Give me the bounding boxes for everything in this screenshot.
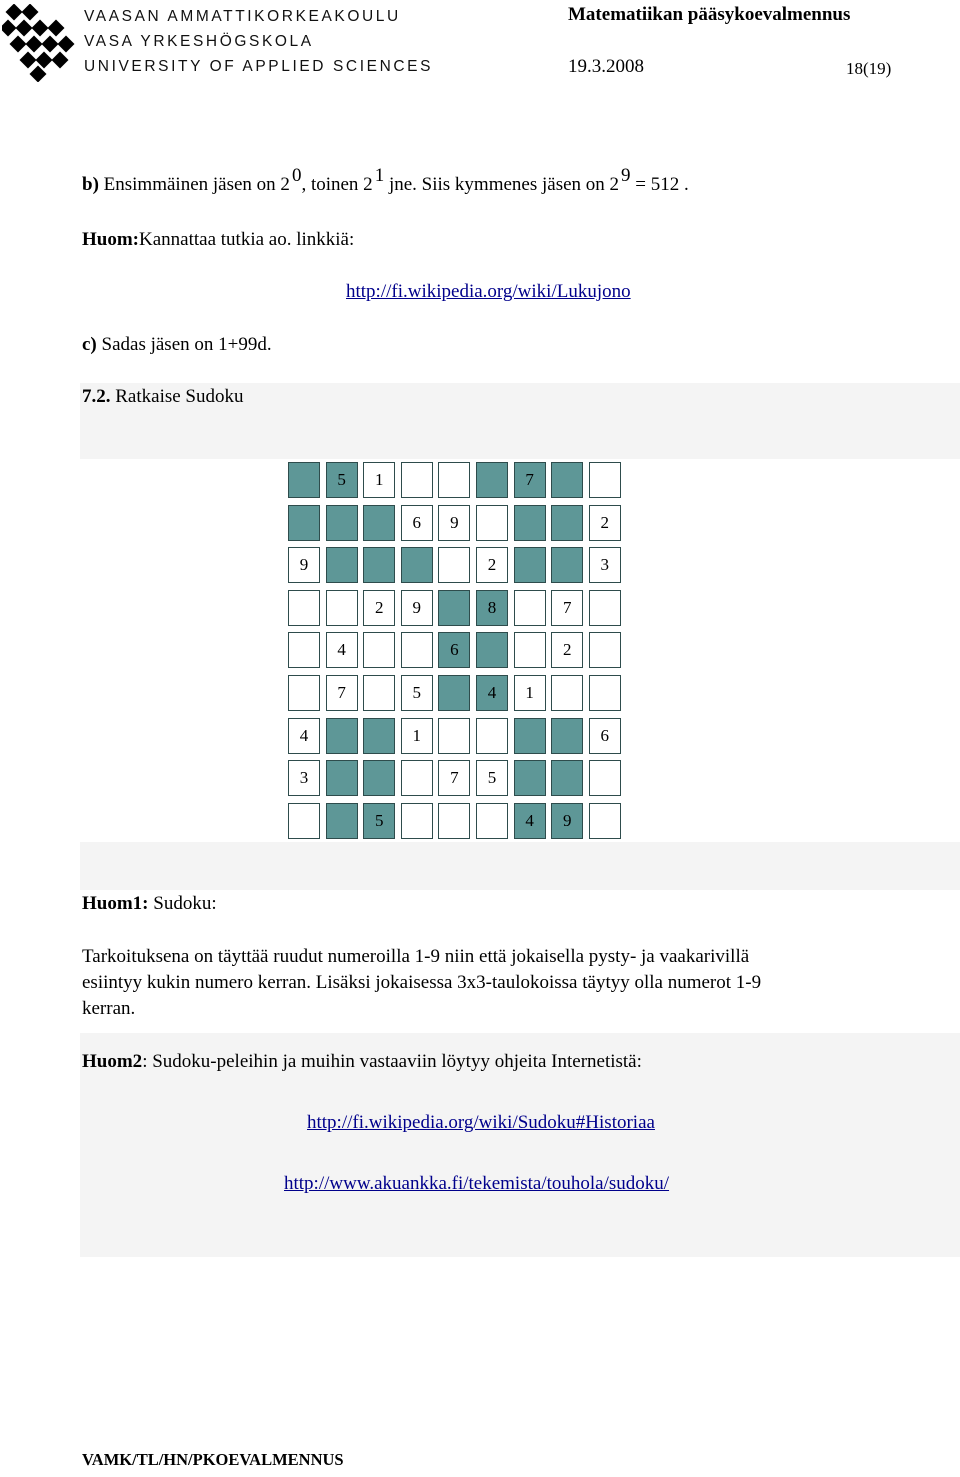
akuankka-link-wrap <box>284 1173 669 1195</box>
sudoku-cell <box>551 718 583 754</box>
sudoku-cell: 9 <box>551 803 583 839</box>
sudoku-cell: 3 <box>288 760 320 796</box>
huom2-line <box>82 1051 642 1073</box>
sudoku-cell <box>514 505 546 541</box>
sudoku-cell <box>401 632 433 668</box>
sudoku-cell <box>438 590 470 626</box>
sudoku-cell <box>551 675 583 711</box>
sudoku-cell <box>589 590 621 626</box>
sudoku-cell <box>401 547 433 583</box>
description-line-2: esiintyy kukin numero kerran. Lisäksi jokaisessa 3x3-taulokoissa täytyy olla numerot 1-9 <box>82 972 762 993</box>
sudoku-cell <box>438 547 470 583</box>
sudoku-cell <box>288 505 320 541</box>
akuankka-sudoku-link[interactable]: http://www.akuankka.fi/tekemista/touhola/sudoku/ <box>284 1173 670 1194</box>
sudoku-cell <box>288 590 320 626</box>
university-name-fi: VAASAN AMMATTIKORKEAKOULU <box>84 8 401 25</box>
sudoku-cell <box>476 803 508 839</box>
sudoku-cell <box>438 462 470 498</box>
sudoku-cell: 1 <box>363 462 395 498</box>
sudoku-cell <box>288 803 320 839</box>
sudoku-cell <box>589 462 621 498</box>
huom1-text: Sudoku: <box>148 893 217 914</box>
sudoku-cell: 4 <box>476 675 508 711</box>
sudoku-cell <box>476 462 508 498</box>
sudoku-cell <box>401 462 433 498</box>
sudoku-cell <box>288 632 320 668</box>
sudoku-cell <box>551 547 583 583</box>
university-name-sv: VASA YRKESHÖGSKOLA <box>84 33 314 50</box>
description-line-3: kerran. <box>82 998 136 1019</box>
sudoku-cell: 2 <box>551 632 583 668</box>
sudoku-cell: 6 <box>589 718 621 754</box>
sudoku-cell: 6 <box>401 505 433 541</box>
sudoku-cell <box>551 760 583 796</box>
sudoku-cell <box>551 462 583 498</box>
task-title: Ratkaise Sudoku <box>110 386 244 407</box>
sudoku-description <box>82 944 942 1022</box>
sudoku-cell: 5 <box>401 675 433 711</box>
sudoku-cell <box>438 675 470 711</box>
page-number: 18(19) <box>846 59 892 78</box>
part-b-label: b) <box>82 174 99 195</box>
sudoku-cell <box>326 803 358 839</box>
sudoku-cell <box>288 675 320 711</box>
sudoku-cell <box>363 505 395 541</box>
sudoku-cell <box>514 718 546 754</box>
part-c-body: Sadas jäsen on 1+99d. <box>96 334 272 355</box>
sudoku-cell: 2 <box>363 590 395 626</box>
sudoku-cell: 4 <box>288 718 320 754</box>
sudoku-cell: 5 <box>476 760 508 796</box>
part-b-text-4: = 512 . <box>630 174 689 195</box>
sudoku-cell: 5 <box>326 462 358 498</box>
sudoku-cell: 6 <box>438 632 470 668</box>
part-b-text-1: Ensimmäinen jäsen on 2 <box>98 174 290 195</box>
sudoku-cell: 1 <box>514 675 546 711</box>
sudoku-cell: 4 <box>326 632 358 668</box>
sudoku-cell <box>589 675 621 711</box>
sudoku-cell <box>476 505 508 541</box>
huom1-label: Huom1: <box>82 893 149 914</box>
sudoku-cell: 8 <box>476 590 508 626</box>
sudoku-cell <box>326 718 358 754</box>
sudoku-cell <box>326 505 358 541</box>
university-name-en: UNIVERSITY OF APPLIED SCIENCES <box>84 58 434 75</box>
sudoku-cell <box>514 547 546 583</box>
exponent-9: 9 <box>621 165 631 186</box>
task-label: 7.2. <box>82 386 111 407</box>
sudoku-cell <box>514 760 546 796</box>
sudoku-cell <box>438 718 470 754</box>
huom2-text: : Sudoku-peleihin ja muihin vastaaviin löytyy ohjeita Internetistä: <box>142 1051 642 1072</box>
huom-line <box>82 229 354 251</box>
sudoku-cell <box>363 760 395 796</box>
footer-code: VAMK/TL/HN/PKOEVALMENNUS <box>82 1450 344 1469</box>
sudoku-cell: 7 <box>514 462 546 498</box>
part-b-text-3: jne. Siis kymmenes jäsen on 2 <box>384 174 620 195</box>
sudoku-cell: 7 <box>551 590 583 626</box>
lukujono-link[interactable]: http://fi.wikipedia.org/wiki/Lukujono <box>346 281 631 302</box>
sudoku-cell <box>326 590 358 626</box>
sudoku-wiki-link[interactable]: http://fi.wikipedia.org/wiki/Sudoku#Historiaa <box>307 1112 655 1133</box>
sudoku-cell: 1 <box>401 718 433 754</box>
sudoku-cell: 2 <box>589 505 621 541</box>
sudoku-cell <box>401 760 433 796</box>
sudoku-cell <box>476 632 508 668</box>
sudoku-cell <box>514 590 546 626</box>
huom1-band <box>80 842 960 890</box>
huom-text: Kannattaa tutkia ao. linkkiä: <box>139 229 355 250</box>
sudoku-cell: 3 <box>589 547 621 583</box>
sudoku-cell: 7 <box>438 760 470 796</box>
sudoku-cell <box>589 632 621 668</box>
sudoku-grid <box>288 462 624 840</box>
sudoku-cell <box>288 462 320 498</box>
sudoku-cell <box>363 718 395 754</box>
sudoku-cell: 9 <box>288 547 320 583</box>
sudoku-wiki-link-wrap <box>307 1112 655 1134</box>
sudoku-cell <box>326 760 358 796</box>
sudoku-cell <box>551 505 583 541</box>
sudoku-cell <box>363 547 395 583</box>
document-title: Matematiikan pääsykoevalmennus <box>568 4 851 25</box>
sudoku-cell <box>326 547 358 583</box>
huom-label: Huom: <box>82 229 139 250</box>
sudoku-cell: 7 <box>326 675 358 711</box>
sudoku-cell <box>438 803 470 839</box>
part-c-text <box>82 334 272 356</box>
sudoku-cell <box>514 632 546 668</box>
sudoku-cell <box>589 760 621 796</box>
exponent-0: 0 <box>291 165 302 186</box>
huom2-label: Huom2 <box>82 1051 143 1072</box>
huom1-line <box>82 893 217 915</box>
lukujono-link-wrap <box>346 281 631 303</box>
sudoku-cell <box>589 803 621 839</box>
part-b-text <box>82 165 689 196</box>
sudoku-cell: 5 <box>363 803 395 839</box>
sudoku-cell <box>363 675 395 711</box>
sudoku-cell: 9 <box>438 505 470 541</box>
sudoku-cell: 2 <box>476 547 508 583</box>
sudoku-cell: 9 <box>401 590 433 626</box>
sudoku-cell <box>476 718 508 754</box>
task-heading <box>82 386 244 408</box>
document-date: 19.3.2008 <box>568 56 644 77</box>
sudoku-cell <box>401 803 433 839</box>
sudoku-cell: 4 <box>514 803 546 839</box>
sudoku-cell <box>363 632 395 668</box>
exponent-1: 1 <box>374 165 385 186</box>
university-logo <box>2 4 78 82</box>
part-b-text-2: , toinen 2 <box>301 174 373 195</box>
description-line-1: Tarkoituksena on täyttää ruudut numeroilla 1-9 niin että jokaisella pysty- ja vaakarivillä <box>82 946 750 967</box>
part-c-label: c) <box>82 334 97 355</box>
